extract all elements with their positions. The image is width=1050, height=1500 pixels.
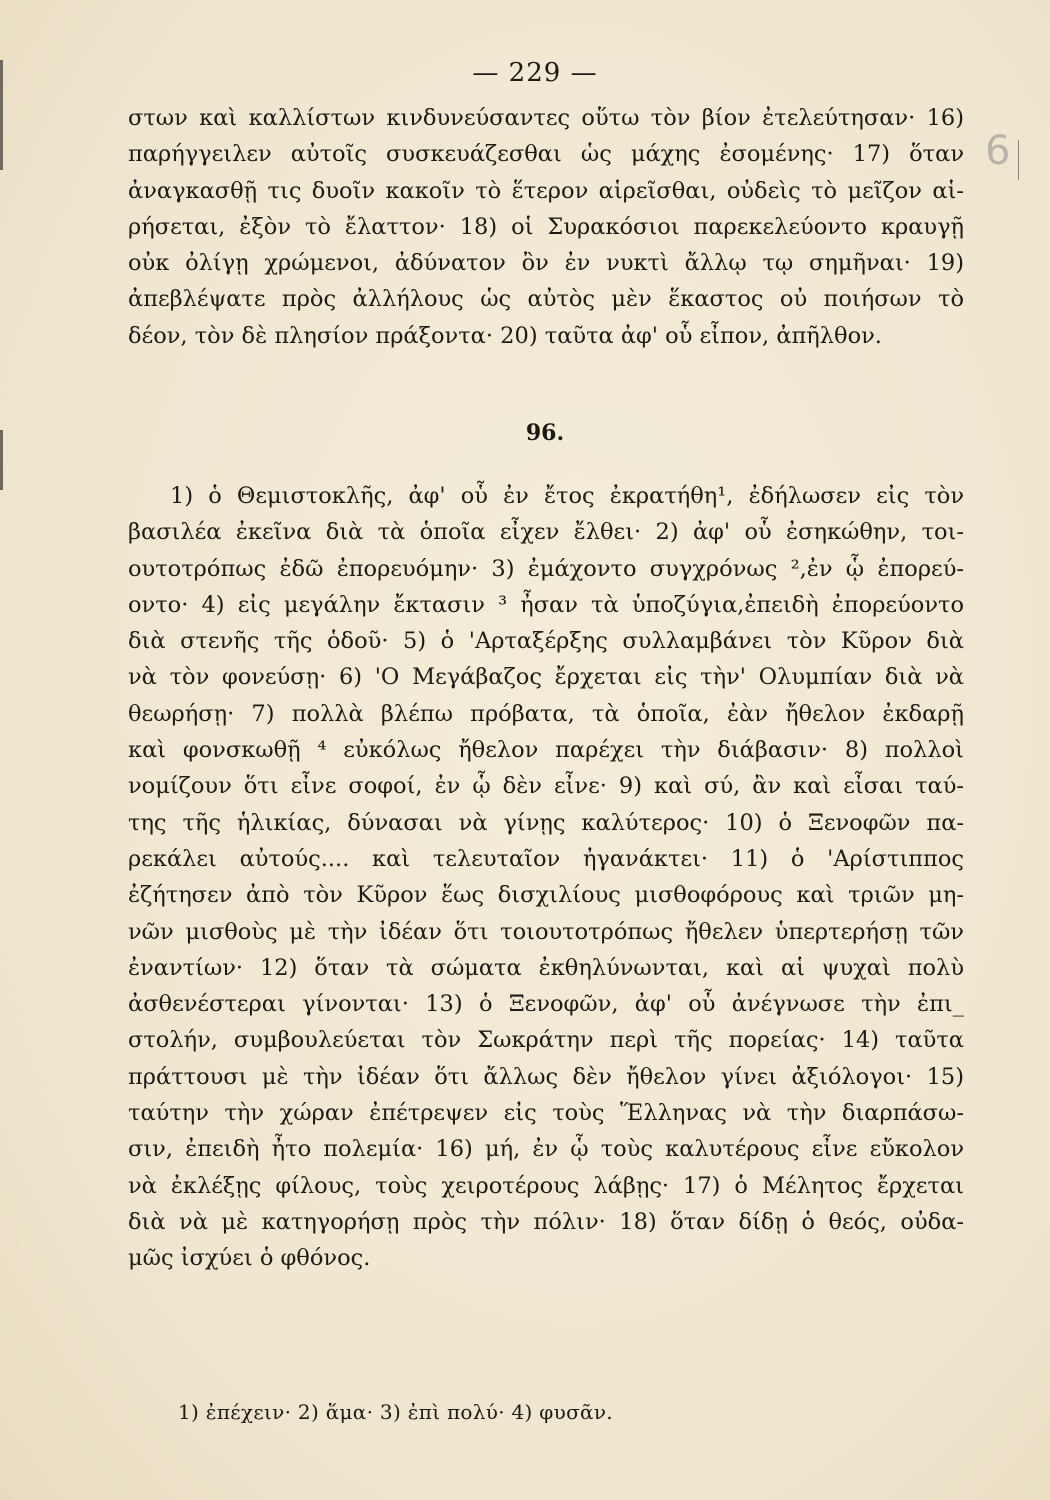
text-line: ἀσθενέστεραι γίνονται· 13) ὁ Ξενοφῶν, ἀφ' οὗ ἀνέγνωσε τὴν ἐπι_ <box>128 991 964 1018</box>
footnotes: 1) ἐπέχειν· 2) ἅμα· 3) ἐπὶ πολύ· 4) φυσᾶν. <box>178 1400 613 1424</box>
margin-pencil-mark: 6 <box>985 128 1011 174</box>
text-line: βασιλέα ἐκεῖνα διὰ τὰ ὁποῖα εἶχεν ἔλθει· 2) ἀφ' οὗ ἐσηκώθην, τοι- <box>128 519 964 546</box>
text-line: ουτοτρόπως ἐδῶ ἐπορευόμην· 3) ἐμάχοντο συγχρόνως ²,ἐν ᾧ ἐπορεύ- <box>128 555 964 582</box>
text-line: ἀπεβλέψατε πρὸς ἀλλήλους ὡς αὐτὸς μὲν ἕκαστος οὐ ποιήσων τὸ <box>128 286 964 313</box>
text-line: στων καὶ καλλίστων κινδυνεύσαντες οὕτω τὸν βίον ἐτελεύτησαν· 16) <box>128 105 964 131</box>
section-number: 96. <box>525 420 565 446</box>
text-line: οὐκ ὀλίγῃ χρώμενοι, ἀδύνατον ὂν ἐν νυκτὶ ἄλλῳ τῳ σημῆναι· 19) <box>128 250 964 277</box>
text-line: θεωρήσῃ· 7) πολλὰ βλέπω πρόβατα, τὰ ὁποῖα, ἐὰν ἤθελον ἐκδαρῇ <box>128 700 964 727</box>
text-line: νῶν μισθοὺς μὲ τὴν ἰδέαν ὅτι τοιουτοτρόπως ἤθελεν ὑπερτερήσῃ τῶν <box>128 918 964 945</box>
text-line: μῶς ἰσχύει ὁ φθόνος. <box>128 1245 371 1272</box>
text-line: διὰ στενῆς τῆς ὁδοῦ· 5) ὁ 'Αρταξέρξης συλλαμβάνει τὸν Κῦρον διὰ <box>128 628 964 655</box>
text-line: 1) ὁ Θεμιστοκλῆς, ἀφ' οὗ ἐν ἔτος ἐκρατήθη¹, ἐδήλωσεν εἰς τὸν <box>170 483 964 509</box>
text-line: πράττουσι μὲ τὴν ἰδέαν ὅτι ἄλλως δὲν ἤθελον γίνει ἀξιόλογοι· 15) <box>128 1063 964 1090</box>
text-line: ρήσεται, ἐξὸν τὸ ἔλαττον· 18) οἱ Συρακόσιοι παρεκελεύοντο κραυγῇ <box>128 213 964 240</box>
text-line: νὰ ἐκλέξῃς φίλους, τοὺς χειροτέρους λάβῃς· 17) ὁ Μέλητος ἔρχεται <box>128 1172 964 1199</box>
text-line: ἀναγκασθῇ τις δυοῖν κακοῖν τὸ ἕτερον αἱρεῖσθαι, οὐδεὶς τὸ μεῖζον αἱ- <box>128 177 964 204</box>
text-line: καὶ φονσκωθῇ ⁴ εὐκόλως ἤθελον παρέχει τὴν διάβασιν· 8) πολλοὶ <box>128 737 964 764</box>
continued-exercise-text <box>128 100 964 354</box>
text-line: ρεκάλει αὐτούς.... καὶ τελευταῖον ἠγανάκτει· 11) ὁ 'Αρίστιππος <box>128 845 964 872</box>
text-line: δέον, τὸν δὲ πλησίον πράξοντα· 20) ταῦτα ἀφ' οὗ εἶπον, ἀπῆλθον. <box>128 322 882 349</box>
text-line: ταύτην τὴν χώραν ἐπέτρεψεν εἰς τοὺς Ἕλληνας νὰ τὴν διαρπάσω- <box>128 1100 964 1127</box>
text-line: παρήγγειλεν αὐτοῖς συσκευάζεσθαι ὡς μάχης ἐσομένης· 17) ὅταν <box>128 141 964 168</box>
text-line: ἐναντίων· 12) ὅταν τὰ σώματα ἐκθηλύνωνται, καὶ αἱ ψυχαὶ πολὺ <box>128 954 964 981</box>
text-line: διὰ νὰ μὲ κατηγορήσῃ πρὸς τὴν πόλιν· 18) ὅταν δίδῃ ὁ θεός, οὐδα- <box>128 1208 964 1235</box>
text-line: της τῆς ἡλικίας, δύνασαι νὰ γίνῃς καλύτερος· 10) ὁ Ξενοφῶν πα- <box>128 809 964 836</box>
text-line: σιν, ἐπειδὴ ἦτο πολεμία· 16) μή, ἐν ᾧ τοὺς καλυτέρους εἶνε εὔκολον <box>128 1136 964 1163</box>
margin-tick-mark <box>1018 140 1019 180</box>
exercise-96-text <box>128 478 964 1277</box>
text-line: στολήν, συμβουλεύεται τὸν Σωκράτην περὶ τῆς πορείας· 14) ταῦτα <box>128 1027 964 1054</box>
text-line: νομίζουν ὅτι εἶνε σοφοί, ἐν ᾧ δὲν εἶνε· 9) καὶ σύ, ἂν καὶ εἶσαι ταύ- <box>128 773 964 800</box>
text-line: οντο· 4) εἰς μεγάλην ἔκτασιν ³ ἦσαν τὰ ὑποζύγια,ἐπειδὴ ἐπορεύοντο <box>128 591 964 618</box>
text-line: νὰ τὸν φονεύσῃ· 6) 'Ο Μεγάβαζος ἔρχεται εἰς τὴν' Ολυμπίαν διὰ νὰ <box>128 664 964 691</box>
page-number: — 229 — <box>472 58 598 88</box>
text-line: ἐζήτησεν ἀπὸ τὸν Κῦρον ἕως δισχιλίους μισθοφόρους καὶ τριῶν μη- <box>128 882 964 909</box>
